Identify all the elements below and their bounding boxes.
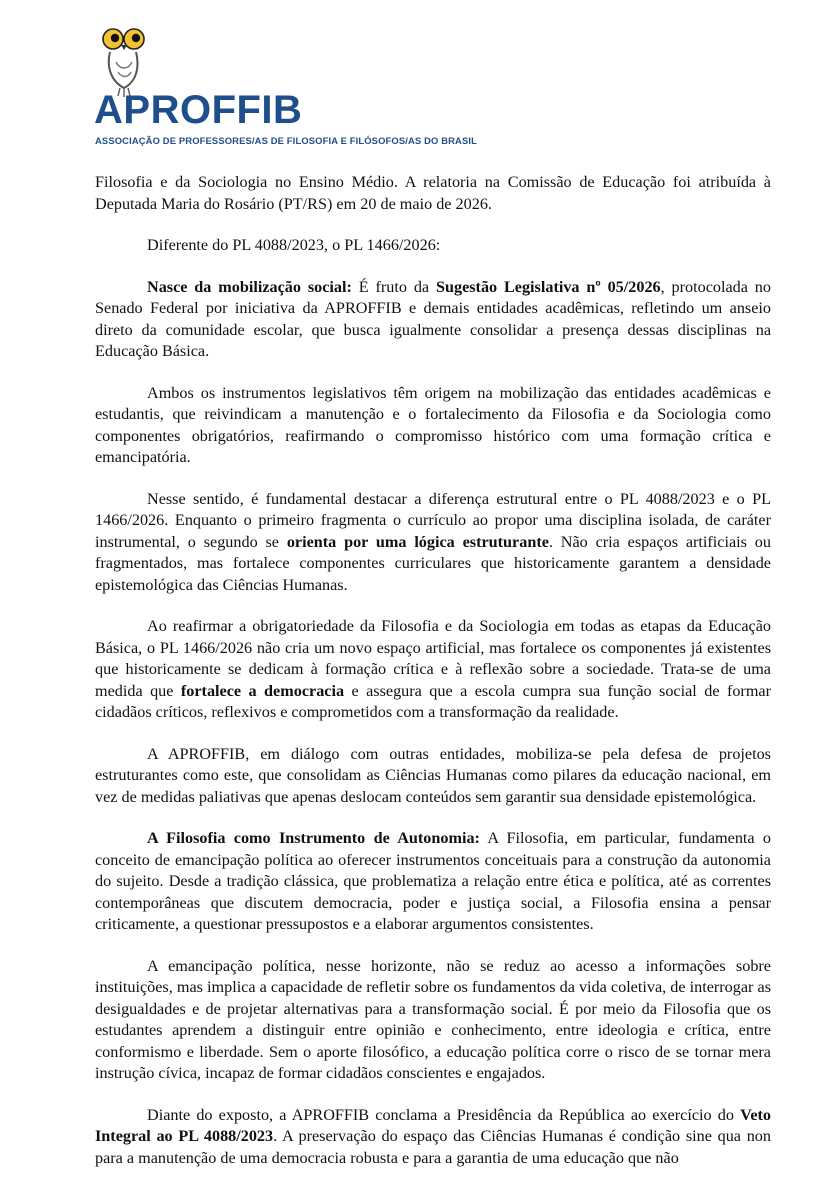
- bold-text: fortalece a democracia: [180, 681, 345, 700]
- bold-text: A Filosofia como Instrumento de Autonomia:: [147, 829, 480, 847]
- paragraph: [95, 828, 771, 936]
- text-run: e assegura que a escola cumpra sua função social de formar cidadãos críticos, reflexivos e comprometidos com a transformação da realidade.: [95, 681, 771, 721]
- bold-text: Nasce da mobilização social:: [147, 277, 352, 296]
- paragraph: [95, 616, 771, 724]
- document-body: [95, 172, 771, 1189]
- paragraph: [95, 956, 771, 1085]
- org-full-name: ASSOCIAÇÃO DE PROFESSORES/AS DE FILOSOFIA E FILÓSOFOS/AS DO BRASIL: [95, 135, 477, 146]
- bold-text: orienta por uma lógica estruturante: [286, 532, 549, 551]
- text-run: Diante do exposto, a APROFFIB conclama a Presidência da República ao exercício do: [147, 1105, 741, 1124]
- paragraph: [95, 172, 771, 215]
- text-run: Diferente do PL 4088/2023, o PL 1466/2026:: [147, 236, 441, 254]
- text-run: . A preservação do espaço das Ciências Humanas é condição sine qua non para a manutenção de uma democracia robusta e para a garantia de uma educação que não: [95, 1127, 771, 1167]
- org-name: APROFFIB: [94, 88, 303, 132]
- text-run: A APROFFIB, em diálogo com outras entidades, mobiliza-se pela defesa de projetos estruturantes como este, que consolidam as Ciências Humanas como pilares da educação nacional, em vez de medidas paliativas que apenas deslocam conteúdos sem garantir sua densidade epistemológica.: [95, 744, 771, 806]
- text-run: Nesse sentido, é fundamental destacar a diferença estrutural entre o PL 4088/2023 e o PL 1466/2026. Enquanto o primeiro fragmenta o currículo ao propor uma disciplina isolada, de caráter instrumental, o segundo se: [95, 489, 771, 551]
- text-run: A Filosofia, em particular, fundamenta o conceito de emancipação política ao oferecer instrumentos conceituais para a construção da autonomia do sujeito. Desde a tradição clássica, que problematiza a relação entre ética e política, até as correntes contemporâneas que discutem democracia, poder e justiça social, a Filosofia ensina a pensar criticamente, a questionar pressupostos e a elaborar argumentos consistentes.: [95, 829, 772, 933]
- paragraph: [95, 744, 771, 809]
- paragraph: [95, 1105, 771, 1170]
- bold-text: Veto Integral ao PL 4088/2023: [95, 1105, 771, 1145]
- text-run: Filosofia e da Sociologia no Ensino Médio. A relatoria na Comissão de Educação foi atribuída à Deputada Maria do Rosário (PT/RS) em 20 de maio de 2026.: [95, 173, 771, 213]
- text-run: É fruto da: [351, 277, 436, 296]
- text-run: Ambos os instrumentos legislativos têm origem na mobilização das entidades acadêmicas e estudantis, que reivindicam a manutenção e o fortalecimento da Filosofia e da Sociologia como componentes obrigatórios, reafirmando o compromisso histórico com uma formação crítica e emancipatória.: [95, 383, 771, 466]
- paragraph: [95, 489, 771, 597]
- text-run: Ao reafirmar a obrigatoriedade da Filosofia e da Sociologia em todas as etapas da Educação Básica, o PL 1466/2026 não cria um novo espaço artificial, mas fortalece os componentes já existentes que historicamente se dedicam à formação crítica e à reflexão sobre a sociedade. Trata-se de uma medida que: [95, 617, 771, 700]
- bold-text: Sugestão Legislativa nº 05/2026: [435, 277, 661, 296]
- paragraph: [95, 277, 771, 363]
- paragraph: [95, 235, 771, 257]
- text-run: A emancipação política, nesse horizonte, não se reduz ao acesso a informações sobre instituições, mas implica a capacidade de refletir sobre os fundamentos da vida coletiva, de interrogar as desigualdades e de projetar alternativas para a transformação social. É por meio da Filosofia que os estudantes aprendem a distinguir entre opinião e conhecimento, entre ideologia e crítica, entre conformismo e liberdade. Sem o aporte filosófico, a educação política corre o risco de se tornar mera instrução cívica, incapaz de formar cidadãos conscientes e engajados.: [95, 956, 771, 1082]
- paragraph: [95, 383, 771, 469]
- text-run: , protocolada no Senado Federal por iniciativa da APROFFIB e demais entidades acadêmicas, refletindo um anseio direto da comunidade escolar, que busca igualmente consolidar a presença dessas disciplinas na Educação Básica.: [95, 277, 771, 360]
- text-run: . Não cria espaços artificiais ou fragmentados, mas fortalece componentes curriculares que historicamente garantem a densidade epistemológica das Ciências Humanas.: [95, 532, 771, 594]
